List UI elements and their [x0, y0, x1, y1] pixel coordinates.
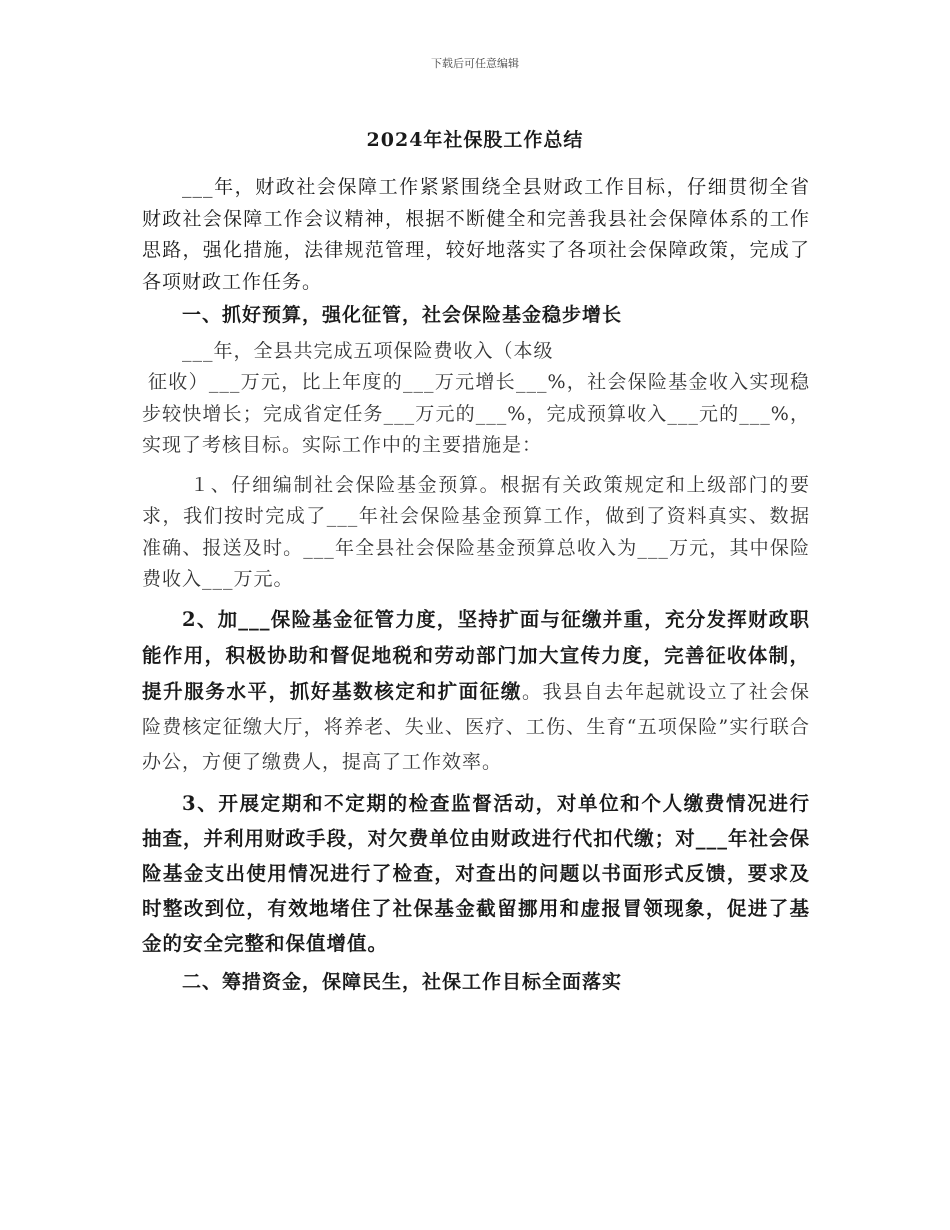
item2-paragraph: [142, 602, 810, 780]
section2-heading: 二、筹措资金，保障民生，社保工作目标全面落实: [182, 970, 623, 993]
intro-paragraph: ___年，财政社会保障工作紧紧围绕全县财政工作目标，仔细贯彻全省财政社会保障工作会议精神，根据不断健全和完善我县社会保障体系的工作思路，强化措施，法律规范管理，较好地落实了各项社会保障政策，完成了各项财政工作任务。: [142, 176, 810, 293]
page-header-note: 下载后可任意编辑: [431, 57, 519, 70]
item2-bold-text: 2、加___保险基金征管力度，坚持扩面与征缴并重，充分发挥财政职能作用，积极协助和督促地税和劳动部门加大宣传力度，完善征收体制，提升服务水平，抓好基数核定和扩面征缴: [142, 607, 810, 703]
section1-first-line: ___年，全县共完成五项保险费收入（本级: [182, 339, 554, 362]
section1-paragraph: 征收）___万元，比上年度的___万元增长___%，社会保险基金收入实现稳步较快增长；完成省定任务___万元的___%，完成预算收入___元的___%，实现了考核目标。实际工作中的主要措施是：: [142, 371, 810, 456]
item3-paragraph: 3、开展定期和不定期的检查监督活动，对单位和个人缴费情况进行抽查，并利用财政手段，对欠费单位由财政进行代扣代缴；对___年社会保险基金支出使用情况进行了检查，对查出的问题以书面形式反馈，要求及时整改到位，有效地堵住了社保基金截留挪用和虚报冒领现象，促进了基金的安全完整和保值增值。: [142, 791, 810, 955]
item1-paragraph: １、仔细编制社会保险基金预算。根据有关政策规定和上级部门的要求，我们按时完成了___年社会保险基金预算工作，做到了资料真实、数据准确、报送及时。___年全县社会保险基金预算总收入为___万元，其中保险费收入___万元。: [142, 473, 810, 590]
document-body: [142, 172, 810, 998]
document-title: 2024年社保股工作总结: [366, 129, 584, 151]
item2-normal-text: 。我县自去年起就设立了社会保险费核定征缴大厅，将养老、失业、医疗、工伤、生育“五项保险”实行联合办公，方便了缴费人，提高了工作效率。: [142, 680, 810, 773]
section1-heading: 一、抓好预算，强化征管，社会保险基金稳步增长: [182, 304, 623, 326]
